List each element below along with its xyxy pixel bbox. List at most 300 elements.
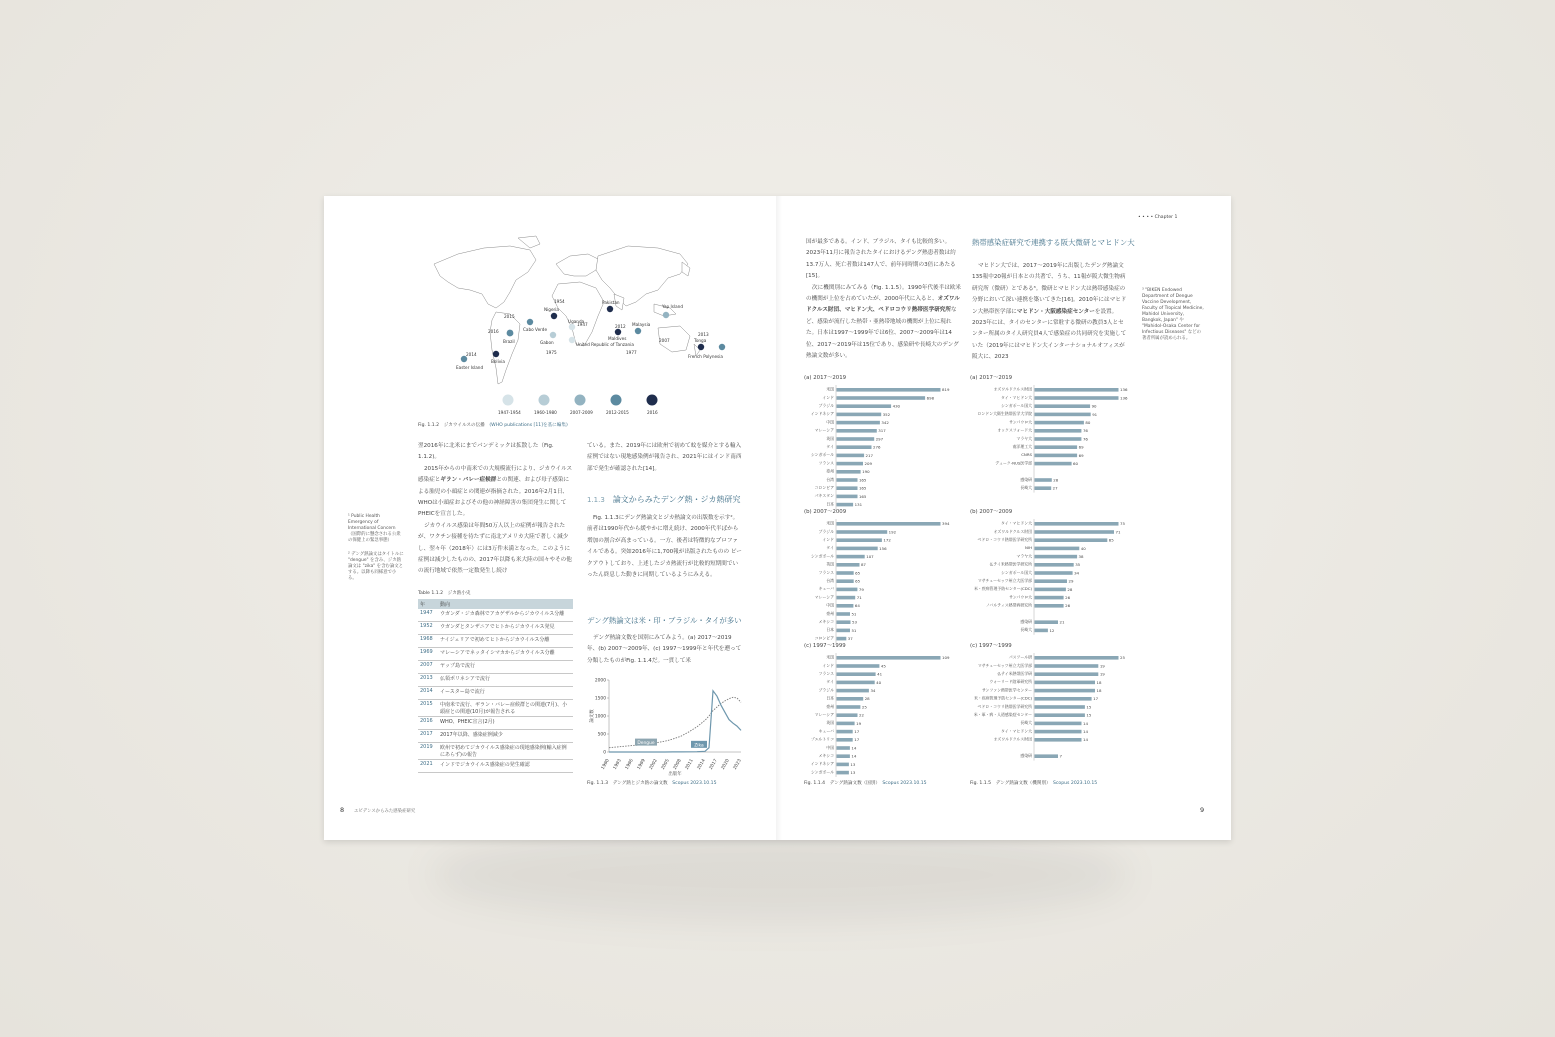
map-year: 1977 [626, 350, 637, 355]
marker-brazil [507, 330, 514, 337]
bar-category-label: ブラジル [818, 528, 834, 534]
bar [1035, 681, 1096, 685]
bar-category-label: デューク-NUS医学部 [995, 460, 1032, 466]
table-row [418, 760, 573, 773]
x-tick-label: 1996 [624, 758, 635, 771]
bar [1035, 689, 1096, 693]
bar-category-label: オズワルドクルス財団 [993, 736, 1032, 742]
line-chart-title: Fig. 1.1.3 デング熱とジカ熱の論文数 [587, 781, 668, 786]
x-tick-label: 2002 [648, 758, 659, 771]
bar-value-label: 14 [851, 753, 857, 759]
bar-value-label: 14 [1083, 720, 1088, 726]
bar [837, 664, 880, 668]
bar-value-label: 53 [851, 619, 857, 625]
bar-value-label: 71 [1115, 529, 1121, 535]
bar [837, 588, 858, 592]
map-label: Yap Island [662, 304, 683, 309]
bar-category-label: 仏テイ米熱帯医学研究所 [989, 561, 1032, 567]
table-event: ナイジェリアで初めてヒトからジカウイルス分離 [438, 635, 573, 648]
bar-category-label: ブラジル [818, 687, 834, 693]
bar-value-label: 40 [876, 679, 882, 685]
table-event: 仏領ポリネシアで流行 [438, 674, 573, 687]
x-axis-label: 出版年 [668, 772, 682, 777]
bar [1035, 738, 1082, 742]
map-year: 2013 [698, 332, 709, 337]
legend-swatch-2 [539, 395, 550, 406]
bar-category-label: 南洋理工大 [1012, 444, 1032, 449]
bar [1035, 522, 1119, 526]
bar-value-label: 87 [860, 562, 866, 568]
table-row [418, 609, 573, 622]
table-event: ヤップ島で流行 [438, 661, 573, 674]
bar [837, 620, 851, 624]
col4-p-bold: マヒドン・大阪感染症センター [1016, 308, 1095, 315]
bar-category-label: タイ・マヒドン大 [1000, 394, 1032, 400]
map-label: Maldives [608, 336, 627, 341]
bar [1035, 629, 1048, 633]
x-tick-label: 1999 [636, 758, 647, 771]
bar [1035, 705, 1085, 709]
institution-chart-title: Fig. 1.1.5 デング熱論文数（機関別） [970, 781, 1049, 786]
sidenote-2: ² デング熱論文はタイトルに "dengue" を含み、ジカ熱論文は "zika" を含む論文とする。以降も同様意で小る。 [348, 552, 404, 581]
bar-value-label: 172 [883, 537, 891, 543]
table-event: 2017年以降、感染症例減少 [438, 730, 573, 743]
map-label: Nigeria [544, 307, 559, 312]
bar-value-label: 217 [865, 452, 873, 458]
bar-value-label: 22 [858, 712, 864, 718]
page-number-left: 8 [340, 806, 345, 814]
table-head-event: 動向 [438, 599, 573, 609]
bar [837, 629, 851, 633]
bar-value-label: 109 [942, 655, 950, 661]
table-year: 2014 [418, 687, 438, 700]
legend-swatch-5 [647, 395, 658, 406]
bar-value-label: 15 [1086, 712, 1092, 718]
bar [1035, 478, 1052, 482]
bar-value-label: 34 [1074, 570, 1080, 576]
bar-value-label: 819 [942, 387, 950, 393]
section-heading [587, 494, 747, 506]
col3-p2-bold: オズワルドクルス財団、マヒドン大、ペドロコウリ熱帯医学研究所 [806, 296, 960, 314]
bar-value-label: 107 [866, 554, 874, 559]
table-head-year: 年 [418, 599, 438, 609]
table-row [418, 717, 573, 730]
bar [837, 404, 892, 408]
bar-category-label: 感染研 [1020, 753, 1032, 758]
x-tick-label: 2014 [696, 758, 707, 771]
marker-cabo-verde [527, 319, 533, 325]
legend-label: 2016 [647, 410, 658, 415]
bar-category-label: サンパウロ大 [1009, 594, 1032, 600]
col1-paragraph-3: ジカウイルス感染は年間50万人以上の症例が報告されたが、ワクチン接種を待たずに南北アメリカ大陸で著しく減少し、翌々年（2018年）には3万件未満となった。このように症例は減少したものの、2017年以降も米大陸の国々やその他の流行地域で依然一定数発生し続け [418, 522, 572, 575]
bar-value-label: 317 [878, 428, 886, 434]
bar-category-label: マレーシア [814, 712, 834, 717]
bar [837, 730, 853, 734]
map-year: 2015 [504, 314, 515, 319]
marker-nigeria [551, 313, 557, 319]
bar [837, 462, 864, 466]
bar-value-label: 7 [1059, 753, 1063, 759]
bar-value-label: 17 [1093, 696, 1099, 702]
bar-value-label: 276 [873, 444, 881, 450]
col2-top-text: ている。また、2019年には欧州で初めて蚊を媒介とする輸入症例ではない現地感染例が報告され、2021年にはインド南西部で発生が確認された[14]。 [587, 443, 742, 472]
bar-category-label: キューバ [818, 728, 834, 734]
marker-pakistan [607, 306, 613, 312]
table-year: 2015 [418, 700, 438, 717]
table-row [418, 743, 573, 760]
bar-category-label: 米国 [826, 654, 834, 660]
bar-value-label: 430 [892, 403, 901, 409]
panel-label: (b) 2007〜2009 [804, 509, 847, 515]
col3-p2-start: 次に機関別にみてみる（Fig. 1.1.5）。1990年代後半は欧米の機関が上位を占めていたが、2000年代に入ると、 [806, 284, 962, 303]
bar-value-label: 45 [880, 663, 886, 669]
bar [837, 689, 869, 693]
table-year: 2007 [418, 661, 438, 674]
bar-value-label: 165 [858, 477, 867, 483]
legend-label: 1960-1980 [534, 410, 557, 415]
bar-category-label: ペドロ・コウリ熱帯医学研究所 [977, 703, 1032, 709]
col4-p-end: を設置。2023年には、タイのセンターに常駐する微研の教員3人とセンター所属のタイ人研究員4人で感染症の共同研究を実施していた（2019年にはマヒドン大インターナショナルオフィスが阪大に、2023 [972, 308, 1127, 361]
bar-value-label: 21 [1059, 619, 1065, 625]
map-label: Bolivia [491, 359, 505, 364]
bar [1035, 672, 1099, 676]
bar-value-label: 37 [847, 636, 853, 641]
bar-category-label: 長崎大 [1020, 485, 1032, 490]
bar-value-label: 90 [1091, 403, 1097, 409]
bar-category-label: タイ・マヒドン大 [1000, 520, 1032, 526]
bar [837, 388, 941, 392]
map-legend [498, 395, 658, 416]
bar-value-label: 64 [854, 603, 860, 609]
bar-value-label: 394 [942, 521, 950, 527]
panel-label: (c) 1997〜1999 [970, 643, 1012, 649]
bar-category-label: マラヤ大 [1016, 435, 1032, 441]
bar-category-label: 豪州 [826, 703, 834, 709]
bar-category-label: 台湾 [826, 578, 834, 583]
map-year: 2014 [466, 352, 477, 357]
table-header [418, 599, 573, 609]
col3-paragraph-2 [806, 283, 961, 363]
bar-category-label: メキシコ [818, 753, 834, 758]
bar [1035, 462, 1072, 466]
table-row [418, 635, 573, 648]
bar-category-label: インドネシア [810, 761, 834, 767]
bar-value-label: 165 [858, 493, 867, 499]
bar-category-label: インド [822, 537, 834, 542]
bar-value-label: 25 [861, 704, 867, 710]
bar [1035, 486, 1052, 490]
bar [1035, 555, 1078, 559]
bar-category-label: 米国 [826, 520, 834, 526]
bar-category-label: サンファン熱帯医学センター [981, 687, 1032, 693]
bar-category-label: ロンドン大衛生熱帯医学大学院 [977, 411, 1032, 417]
bar-category-label: ウォーリード陸軍研究所 [989, 679, 1032, 685]
marker-maldives [615, 329, 621, 335]
x-tick-label: 2017 [708, 758, 719, 771]
bar-category-label: タイ・マヒドン大 [1000, 728, 1032, 734]
bar-value-label: 26 [1065, 595, 1071, 600]
bar [837, 604, 854, 608]
bar-category-label: キューバ [818, 586, 834, 592]
bar-value-label: 19 [1099, 663, 1105, 669]
bar-category-label: タイ [826, 545, 834, 551]
table-year: 1969 [418, 648, 438, 661]
map-year: 1975 [546, 350, 557, 355]
bar [837, 771, 849, 775]
bar [837, 413, 882, 417]
bar-category-label: 日本 [826, 501, 834, 507]
bar-value-label: 25 [1120, 655, 1125, 661]
table-year: 2013 [418, 674, 438, 687]
bar-category-label: フランス [818, 569, 834, 575]
bar-value-label: 65 [855, 570, 861, 576]
book-shadow [430, 830, 1130, 920]
marker-uganda [569, 324, 575, 330]
bar [1035, 547, 1080, 551]
bar-category-label: マサチューセッツ州立大医学部 [977, 578, 1032, 583]
sidenote-1: ¹ Public Health Emergency of International Concern（国際的に懸念される公衆の保健上の緊急事態） [348, 514, 401, 543]
marker-bolivia [493, 351, 499, 357]
bar [1035, 588, 1066, 592]
bar-category-label: 米・疾病管理予防センター(CDC) [974, 586, 1032, 592]
bar [1035, 437, 1082, 441]
bar [1035, 530, 1115, 534]
bar-category-label: シンガポール国大 [1001, 569, 1032, 575]
bar-value-label: 136 [1120, 387, 1128, 393]
bar-category-label: フランス [818, 460, 834, 466]
bar-category-label: 中国 [826, 602, 834, 608]
country-chart-caption [804, 780, 927, 786]
bar-value-label: 17 [854, 729, 860, 734]
map-year: 1954 [554, 299, 565, 304]
institution-chart-source: Scopus 2023.10.15 [1052, 781, 1098, 786]
bar-category-label: 英国 [826, 720, 834, 726]
bar [1035, 596, 1064, 600]
marker-yap-island [663, 312, 669, 318]
bar-value-label: 12 [1049, 627, 1055, 633]
col1-p2-bold: ギラン・バレー症候群 [440, 477, 497, 484]
bar-category-label: インドネシア [810, 411, 834, 417]
y-tick-label: 1000 [594, 714, 606, 720]
bar-value-label: 192 [888, 529, 897, 535]
y-tick-label: 0 [603, 750, 606, 756]
col3-paragraph-1: 国が最多である。インド、ブラジル、タイも比較的多い。2023年11月に報告されたタイにおけるデング熱患者数は約13.7万人、死亡者数は147人で、前年同時期の3倍にあたる[15]。 [806, 239, 956, 280]
table-caption: Table 1.1.2 ジカ熱小史 [418, 591, 471, 596]
bar-value-label: 27 [1052, 485, 1058, 491]
bar [837, 538, 882, 542]
bar-value-label: 342 [881, 420, 889, 425]
bar-value-label: 190 [862, 469, 870, 475]
bar-value-label: 19 [856, 720, 862, 726]
map-caption-title: Fig. 1.1.2 ジカウイルスの伝播 [418, 423, 485, 428]
bar-category-label: インド [822, 394, 834, 400]
bar [837, 697, 864, 701]
bar-category-label: 米国 [826, 386, 834, 392]
bar [837, 596, 856, 600]
bar-value-label: 156 [879, 545, 887, 551]
bar-category-label: 日本 [826, 695, 834, 701]
bar-value-label: 26 [1065, 603, 1071, 609]
bar-category-label: シンガポール [810, 553, 834, 559]
bar-value-label: 28 [1067, 586, 1073, 592]
bar [1035, 620, 1059, 624]
bar-value-label: 698 [926, 395, 935, 401]
map-label: Gabon [540, 340, 554, 345]
bar-category-label: マレーシア [814, 594, 834, 600]
map-label: Cabo Verde [523, 327, 548, 332]
map-year: 2007 [659, 338, 670, 343]
table-year: 2019 [418, 743, 438, 760]
bar [1035, 722, 1082, 726]
bar-category-label: インド [822, 662, 834, 668]
bar-value-label: 131 [854, 502, 863, 507]
subsection-heading-mahidol: 熱帯感染症研究で連携する阪大微研とマヒドン大 [972, 238, 1135, 247]
bar-value-label: 14 [1083, 729, 1088, 734]
table-row [418, 687, 573, 700]
bar-category-label: フランス [818, 671, 834, 676]
bar-value-label: 136 [1120, 395, 1128, 401]
map-label: Brazil [503, 339, 515, 344]
map-caption-source: (WHO publications [11]を基に編集) [489, 423, 568, 428]
marker-tanzania [569, 337, 575, 343]
bar-value-label: 80 [1085, 420, 1091, 425]
bar-category-label: 日本 [826, 627, 834, 633]
bar-category-label: 豪州 [826, 610, 834, 616]
bar-value-label: 29 [1068, 578, 1074, 584]
table-year: 1968 [418, 635, 438, 648]
bar [837, 470, 861, 474]
bar-value-label: 297 [875, 436, 884, 442]
bar-category-label: 米・軍・病・人道感染症センター [973, 712, 1032, 717]
bar-category-label: 英国 [826, 561, 834, 567]
bar-category-label: パスツール研 [1008, 654, 1032, 660]
bar-category-label: コロンビア [814, 635, 834, 641]
bar-category-label: タイ [826, 679, 834, 685]
bar [1035, 454, 1078, 458]
col4-p-start: マヒドン大では、2017〜2019年に出版したデング熱論文135報中20報が日本との共著で、うち、11報が阪大微生物病研究所（微研）とである³。微研とマヒドン大は熱帯感染症の分野において深い連携を築いてきた[16]。2010年にはマヒドン大熱帯医学部に [972, 263, 1127, 315]
bar [837, 478, 858, 482]
bar [837, 754, 850, 758]
bar [837, 763, 849, 767]
bar [1035, 754, 1059, 758]
bar [1035, 571, 1073, 575]
bar-category-label: パキスタン [814, 493, 834, 499]
bar-category-label: NIH [1025, 545, 1032, 551]
bar-value-label: 79 [858, 586, 864, 592]
bar [837, 722, 855, 726]
bar [837, 421, 880, 425]
bar-category-label: タイ [826, 444, 834, 449]
bar [837, 637, 847, 641]
panel-label: (a) 2017〜2019 [804, 375, 847, 381]
zika-spread-map [418, 232, 723, 418]
bar [837, 579, 854, 583]
legend-swatch-4 [611, 395, 622, 406]
bar-value-label: 35 [1075, 562, 1081, 568]
bar [1035, 388, 1119, 392]
bar-category-label: オズワルドクルス財団 [993, 386, 1032, 392]
col3-p2-end: など、感染が流行した熱帯・亜熱帯地域の機関が上位に現れた。日本は1997〜1999年では6位、2007〜2009年は14位、2017〜2019年は15位であり、感染研や長崎大のデング熱論文数が多い。 [806, 307, 959, 360]
bar-value-label: 14 [1083, 737, 1088, 743]
bar [837, 445, 872, 449]
panel-label: (b) 2007〜2009 [970, 509, 1013, 515]
bar-value-label: 76 [1082, 436, 1088, 442]
table-row [418, 674, 573, 687]
col3-text [806, 237, 961, 362]
bar [837, 672, 876, 676]
bar-category-label: オズワルドクルス財団 [993, 528, 1032, 534]
table-year: 2021 [418, 760, 438, 773]
series-label-dengue: Dengue [637, 741, 655, 747]
bar-value-label: 18 [1096, 688, 1102, 693]
col1-text [418, 441, 573, 578]
bar [1035, 656, 1119, 660]
bar-category-label: 米・疾病管理予防センター(CDC) [974, 695, 1032, 701]
bar [1035, 429, 1082, 433]
x-tick-label: 2011 [684, 758, 695, 771]
bar-category-label: 中国 [826, 744, 834, 750]
table-event: インドでジカウイルス感染症の発生確認 [438, 760, 573, 773]
bar-category-label: 長崎大 [1020, 627, 1032, 633]
table-event: 欧州で初めてジカウイルス感染症の現地感染例(輸入症例にあらず)の報告 [438, 743, 573, 760]
bar-category-label: サンパウロ大 [1009, 419, 1032, 425]
bar-value-label: 28 [864, 696, 870, 702]
y-tick-label: 1500 [594, 696, 606, 702]
bar [837, 612, 851, 616]
bar-value-label: 352 [882, 411, 891, 417]
x-tick-label: 2005 [660, 758, 671, 771]
x-tick-label: 2020 [720, 758, 731, 771]
marker-tonga [698, 344, 704, 350]
map-label: Uganda [568, 319, 585, 324]
zika-history-table [418, 599, 573, 773]
bar-value-label: 76 [1082, 428, 1088, 434]
book-spread [324, 196, 1231, 840]
marker-gabon [550, 332, 556, 338]
x-tick-label: 2023 [732, 758, 743, 771]
page-number-right: 9 [1200, 806, 1205, 814]
bar-category-label: 感染研 [1020, 619, 1032, 624]
bar-category-label: メキシコ [818, 619, 834, 624]
bar [837, 563, 860, 567]
bar [837, 713, 858, 717]
bar-category-label: 豪州 [826, 468, 834, 474]
bar-value-label: 65 [1108, 537, 1114, 543]
series-line-zika [609, 691, 741, 752]
bar-category-label: 台湾 [826, 476, 834, 482]
bar [837, 571, 854, 575]
bar-value-label: 19 [1099, 671, 1105, 677]
bar-category-label: 長崎大 [1020, 720, 1032, 726]
col2-paragraph-2: Fig. 1.1.3にデング熱論文とジカ熱論文の出版数を示す²。前者は1990年代から緩やかに増え続け、2000年代半ばから増加の割合が高まっている。一方、後者は特徴的なプロファイルである。突如2016年に1,700報が出版されたものの ピークアウトしており、上述したジカ熱流行が比較的短期間でいったん終息した動きに同期しているようにみえる。 [587, 515, 742, 579]
table-event: 中南米で流行、ギラン・バレー症候群との関連(7月)、小頭症との関連(10月)が報告される [438, 700, 573, 717]
bar [1035, 421, 1084, 425]
country-chart-source: Scopus 2023.10.15 [882, 781, 927, 786]
legend-label: 2007-2009 [570, 410, 593, 415]
marker-malaysia [635, 328, 641, 334]
col1-paragraph-2 [418, 464, 573, 521]
bar-category-label: オックスフォード大 [997, 427, 1032, 433]
bar [837, 454, 865, 458]
institution-bar-chart [968, 374, 1136, 776]
series-label-zika: Zika [694, 743, 704, 749]
bar-category-label: シンガポール [810, 769, 834, 775]
bar-value-label: 17 [854, 737, 860, 743]
bar [1035, 413, 1091, 417]
table-event: ウガンダ・ジカ森林でアカゲザルからジカウイルス分離 [438, 609, 573, 622]
bar-value-label: 28 [1053, 477, 1059, 483]
bar-value-label: 91 [1092, 411, 1098, 417]
